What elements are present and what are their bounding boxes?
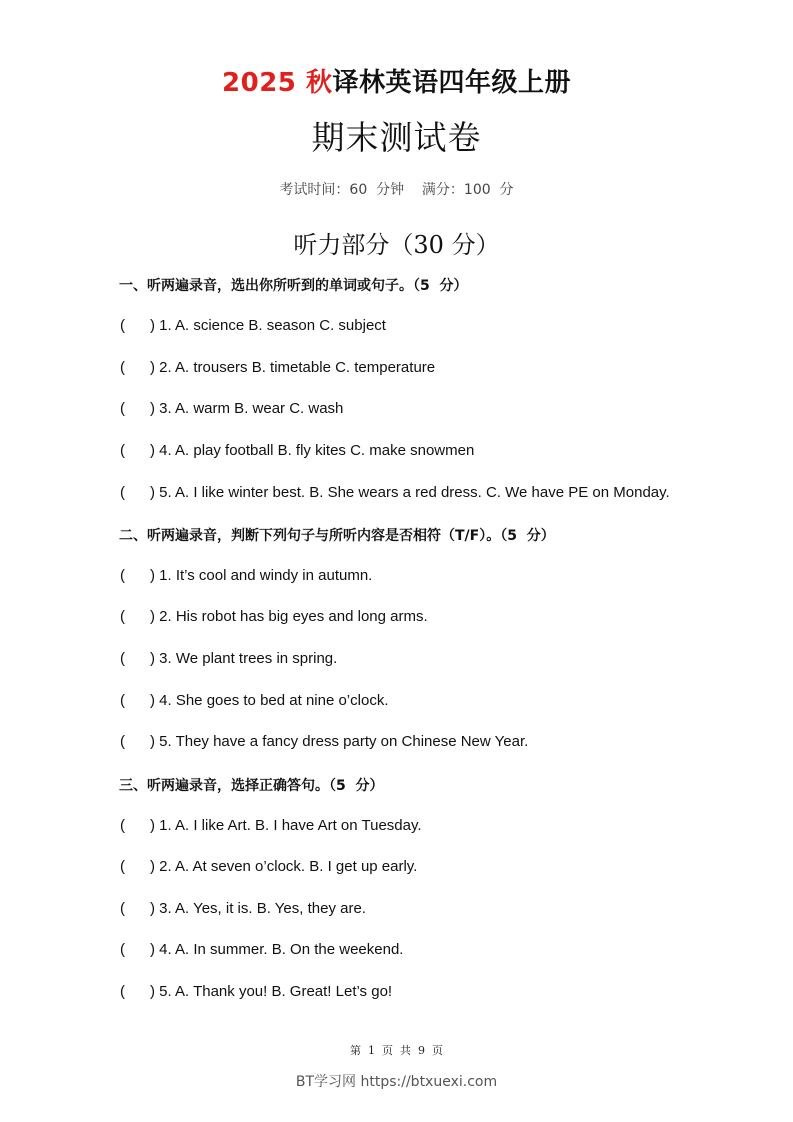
question-item: ( ) 1. It’s cool and windy in autumn. [120,567,373,584]
part-1-heading: 一、听两遍录音，选出你所听到的单词或句子。（5 分） [119,278,468,294]
question-item: ( ) 4. A. play football B. fly kites C. make snowmen [120,442,475,459]
question-item: ( ) 3. We plant trees in spring. [120,650,338,667]
page-number: 第 1 页 共 9 页 [350,1044,443,1057]
question-item: ( ) 2. A. At seven o’clock. B. I get up early. [120,858,418,875]
question-item: ( ) 1. A. I like Art. B. I have Art on Tuesday. [120,817,422,834]
site-watermark: BT学习网 https://btxuexi.com [295,1074,498,1090]
title-year: 2025 秋 [222,68,333,98]
question-item: ( ) 2. A. trousers B. timetable C. temperature [120,359,436,376]
question-item: ( ) 2. His robot has big eyes and long arms. [120,608,428,625]
document-title [0,62,793,99]
title-text: 译林英语四年级上册 [332,68,571,98]
question-item: ( ) 5. They have a fancy dress party on Chinese New Year. [120,733,529,750]
question-item: ( ) 1. A. science B. season C. subject [120,317,386,334]
question-item: ( ) 4. A. In summer. B. On the weekend. [120,941,404,958]
question-item: ( ) 3. A. warm B. wear C. wash [120,400,344,417]
question-item: ( ) 5. A. I like winter best. B. She wears a red dress. C. We have PE on Monday. [120,484,670,501]
question-item: ( ) 3. A. Yes, it is. B. Yes, they are. [120,900,366,917]
document-subtitle: 期末测试卷 [311,118,482,157]
exam-meta: 考试时间：60 分钟 满分：100 分 [279,182,514,198]
section-title: 听力部分（30 分） [293,231,500,259]
part-2-heading: 二、听两遍录音，判断下列句子与所听内容是否相符（T/F）。（5 分） [119,528,555,544]
part-3-heading: 三、听两遍录音，选择正确答句。（5 分） [119,778,384,794]
question-item: ( ) 4. She goes to bed at nine o’clock. [120,692,389,709]
question-item: ( ) 5. A. Thank you! B. Great! Let’s go! [120,983,393,1000]
